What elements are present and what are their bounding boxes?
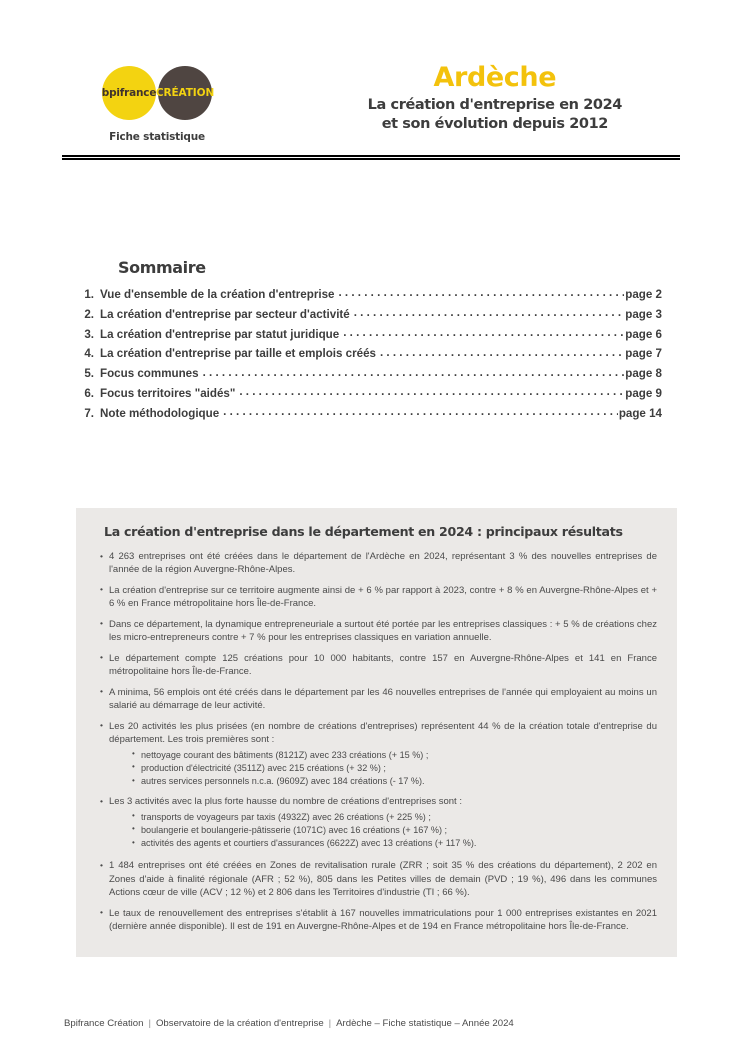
toc-item-leader-dots bbox=[223, 406, 618, 417]
creation-logo-label: CRÉATION bbox=[155, 87, 215, 99]
toc-item-leader-dots bbox=[338, 287, 624, 298]
growth-activity-item: • transports de voyageurs par taxis (4932Z) avec 26 créations (+ 225 %) ; bbox=[132, 811, 657, 824]
toc-item-number: 4. bbox=[84, 347, 94, 361]
toc-item-7[interactable] bbox=[72, 406, 662, 420]
key-result-bullet: • A minima, 56 emplois ont été créés dans le département par les 46 nouvelles entreprises de l'année qui employaient au moins un salarié au démarrage de leur activité. bbox=[100, 686, 657, 713]
toc-item-label: Note méthodologique bbox=[100, 406, 220, 420]
bpifrance-logo-icon bbox=[102, 66, 156, 120]
brand-block bbox=[62, 62, 252, 143]
table-of-contents bbox=[72, 258, 662, 425]
toc-item-page: page 8 bbox=[625, 367, 662, 381]
toc-item-number: 2. bbox=[84, 307, 94, 321]
bpifrance-logo-label: bpifrance bbox=[101, 87, 157, 99]
header-titles bbox=[368, 62, 680, 133]
brand-caption: Fiche statistique bbox=[109, 131, 205, 143]
growth-activity-item: • boulangerie et boulangerie-pâtisserie (1071C) avec 16 créations (+ 167 %) ; bbox=[132, 824, 657, 837]
footer-part-2: Observatoire de la création d'entreprise bbox=[155, 1018, 324, 1029]
footer-divider bbox=[62, 1000, 680, 1001]
logo-group bbox=[101, 66, 215, 120]
key-results-box bbox=[76, 508, 677, 957]
toc-item-page: page 14 bbox=[618, 406, 662, 420]
toc-item-page: page 2 bbox=[625, 288, 662, 301]
toc-item-leader-dots bbox=[203, 366, 625, 377]
page-title: Ardèche bbox=[433, 62, 557, 93]
toc-item-leader-dots bbox=[380, 346, 624, 357]
footer-part-1: Bpifrance Création bbox=[64, 1018, 144, 1029]
toc-item-4[interactable] bbox=[72, 346, 662, 360]
growth-activity-item: • activités des agents et courtiers d'assurances (6622Z) avec 13 créations (+ 117 %). bbox=[132, 837, 657, 850]
top-activity bbox=[90, 749, 663, 789]
toc-item-label: La création d'entreprise par taille et emplois créés bbox=[100, 347, 376, 361]
toc-item-label: Vue d'ensemble de la création d'entreprise bbox=[100, 288, 335, 301]
footer-separator-1: | bbox=[148, 1018, 151, 1029]
toc-item-leader-dots bbox=[343, 327, 624, 338]
page-header bbox=[62, 62, 680, 154]
key-result-bullet: • La création d'entreprise sur ce territoire augmente ainsi de + 6 % par rapport à 2023, contre + 8 % en Auvergne-Rhône-Alpes et + 6 % en France métropolitaine hors Île-de-France. bbox=[100, 584, 657, 611]
toc-item-leader-dots bbox=[354, 307, 625, 318]
footer-separator-2: | bbox=[328, 1018, 332, 1029]
toc-item-3[interactable] bbox=[72, 327, 662, 341]
toc-item-number: 5. bbox=[84, 367, 94, 381]
toc-item-6[interactable] bbox=[72, 386, 662, 400]
toc-item-number: 3. bbox=[84, 327, 94, 341]
key-result-bullet: • Dans ce département, la dynamique entrepreneuriale a surtout été portée par les entreprises classiques : + 5 % de créations chez les micro-entrepreneurs contre + 7 % pour les entreprises classiques en variation annuelle. bbox=[100, 618, 657, 645]
top-activities-intro: • Les 20 activités les plus prisées (en nombre de créations d'entreprises) représentent 44 % de la création totale d'entreprise du département. Les trois premières sont : bbox=[100, 720, 657, 747]
toc-item-label: Focus communes bbox=[100, 367, 199, 381]
toc-item-2[interactable] bbox=[72, 307, 662, 321]
key-result-bullet: • Le taux de renouvellement des entreprises s'établit à 167 nouvelles immatriculations pour 1 000 entreprises existantes en 2021 (dernière année disponible). Il est de 191 en Auvergne-Rhône-Alpes et de 194 en France métropolitaine hors Île-de-France. bbox=[100, 907, 657, 934]
growth-activities-intro: • Les 3 activités avec la plus forte hausse du nombre de créations d'entreprises sont : bbox=[100, 795, 657, 808]
header-divider-line-bottom bbox=[62, 158, 680, 160]
toc-item-label: La création d'entreprise par secteur d'activité bbox=[100, 307, 350, 321]
page-footer bbox=[64, 1018, 682, 1029]
top-activity-item: • autres services personnels n.c.a. (9609Z) avec 184 créations (- 17 %). bbox=[132, 775, 657, 788]
top-activity-item: • nettoyage courant des bâtiments (8121Z) avec 233 créations (+ 15 %) ; bbox=[132, 749, 657, 762]
table-of-contents-list bbox=[72, 287, 662, 419]
toc-item-label: Focus territoires "aidés" bbox=[100, 386, 236, 400]
toc-item-page: page 9 bbox=[625, 386, 662, 400]
key-result-bullet: • 4 263 entreprises ont été créées dans le département de l'Ardèche en 2024, représentant 3 % des nouvelles entreprises de l'année de la région Auvergne-Rhône-Alpes. bbox=[100, 550, 657, 577]
key-results-title: La création d'entreprise dans le département en 2024 : principaux résultats bbox=[104, 524, 623, 539]
toc-item-leader-dots bbox=[239, 386, 624, 397]
key-result-bullet: • 1 484 entreprises ont été créées en Zones de revitalisation rurale (ZRR ; soit 35 % des créations du département), 2 202 en Zones d'aide à finalité régionale (AFR ; 52 %), 805 dans les Petites villes de demain (PVD ; 19 %), 496 dans les communes Actions cœur de ville (ACV ; 12 %) et 2 806 dans les Territoires d'industrie (TI ; 66 %). bbox=[100, 859, 657, 899]
key-result-bullet: • Le département compte 125 créations pour 10 000 habitants, contre 157 en Auvergne-Rhône-Alpes et 141 en France métropolitaine hors Île-de-France. bbox=[100, 652, 657, 679]
toc-item-page: page 7 bbox=[625, 347, 662, 361]
table-of-contents-title: Sommaire bbox=[118, 258, 206, 277]
key-results-body bbox=[90, 550, 663, 934]
toc-item-number: 6. bbox=[84, 386, 94, 400]
header-subtitle-line-1: La création d'entreprise en 2024 bbox=[367, 97, 622, 114]
toc-item-1[interactable] bbox=[72, 287, 662, 301]
toc-item-number: 7. bbox=[84, 406, 94, 420]
header-divider bbox=[62, 155, 680, 160]
toc-item-page: page 3 bbox=[625, 307, 662, 321]
footer-part-3: Ardèche – Fiche statistique – Année 2024 bbox=[336, 1018, 514, 1029]
toc-item-page: page 6 bbox=[625, 327, 662, 341]
toc-item-5[interactable] bbox=[72, 366, 662, 380]
growth-activity bbox=[90, 811, 663, 851]
top-activity-item: • production d'électricité (3511Z) avec 215 créations (+ 32 %) ; bbox=[132, 762, 657, 775]
header-subtitle-line-2: et son évolution depuis 2012 bbox=[381, 115, 608, 132]
toc-item-label: La création d'entreprise par statut juridique bbox=[100, 327, 340, 341]
toc-item-number: 1. bbox=[84, 288, 94, 301]
creation-logo-icon bbox=[155, 66, 215, 120]
